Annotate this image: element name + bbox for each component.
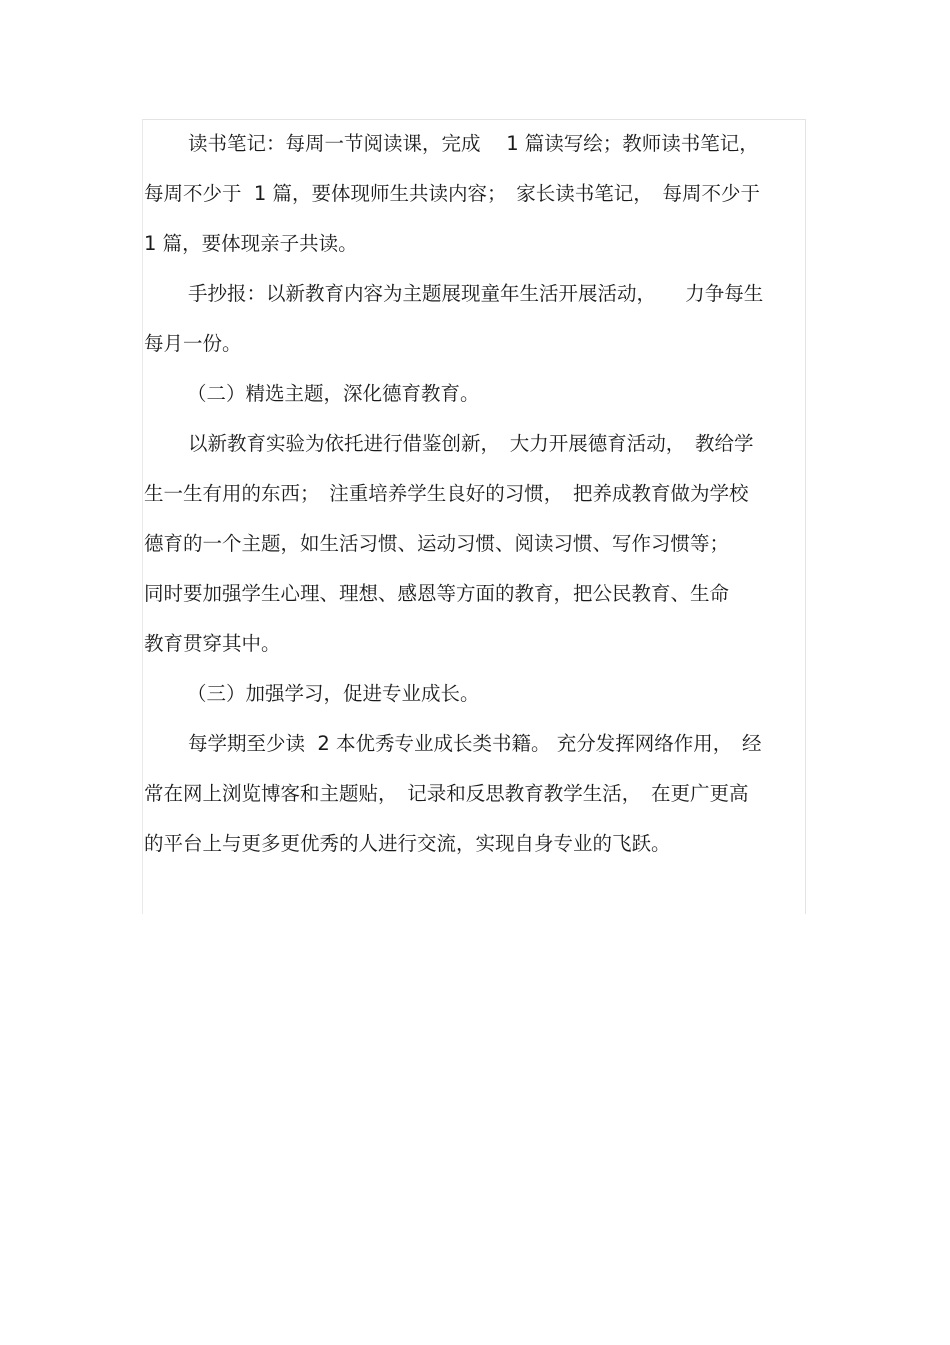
text-line-14: 常在网上浏览博客和主题贴， 记录和反思教育教学生活， 在更广更高 — [144, 782, 749, 805]
text-line-11: 教育贯穿其中。 — [144, 632, 281, 655]
text-line-7: 以新教育实验为依托进行借鉴创新， 大力开展德育活动， 教给学 — [188, 432, 754, 455]
text-line-1: 读书笔记：每周一节阅读课，完成 1 篇读写绘；教师读书笔记， — [188, 132, 759, 155]
text-line-5: 每月一份。 — [144, 332, 242, 355]
text-line-2: 每周不少于 1 篇，要体现师生共读内容； 家长读书笔记， 每周不少于 — [144, 182, 761, 205]
text-line-4: 手抄报：以新教育内容为主题展现童年生活开展活动， 力争每生 — [188, 282, 764, 305]
text-line-9: 德育的一个主题，如生活习惯、运动习惯、阅读习惯、写作习惯等； — [144, 532, 730, 555]
text-line-3: 1 篇，要体现亲子共读。 — [144, 232, 358, 255]
section-heading-3: （三）加强学习，促进专业成长。 — [187, 682, 480, 705]
section-heading-2: （二）精选主题，深化德育教育。 — [187, 382, 480, 405]
text-line-13: 每学期至少读 2 本优秀专业成长类书籍。 充分发挥网络作用， 经 — [188, 732, 762, 755]
text-line-8: 生一生有用的东西； 注重培养学生良好的习惯， 把养成教育做为学校 — [144, 482, 749, 505]
text-line-15: 的平台上与更多更优秀的人进行交流，实现自身专业的飞跃。 — [144, 832, 671, 855]
text-line-10: 同时要加强学生心理、理想、感恩等方面的教育，把公民教育、生命 — [144, 582, 730, 605]
